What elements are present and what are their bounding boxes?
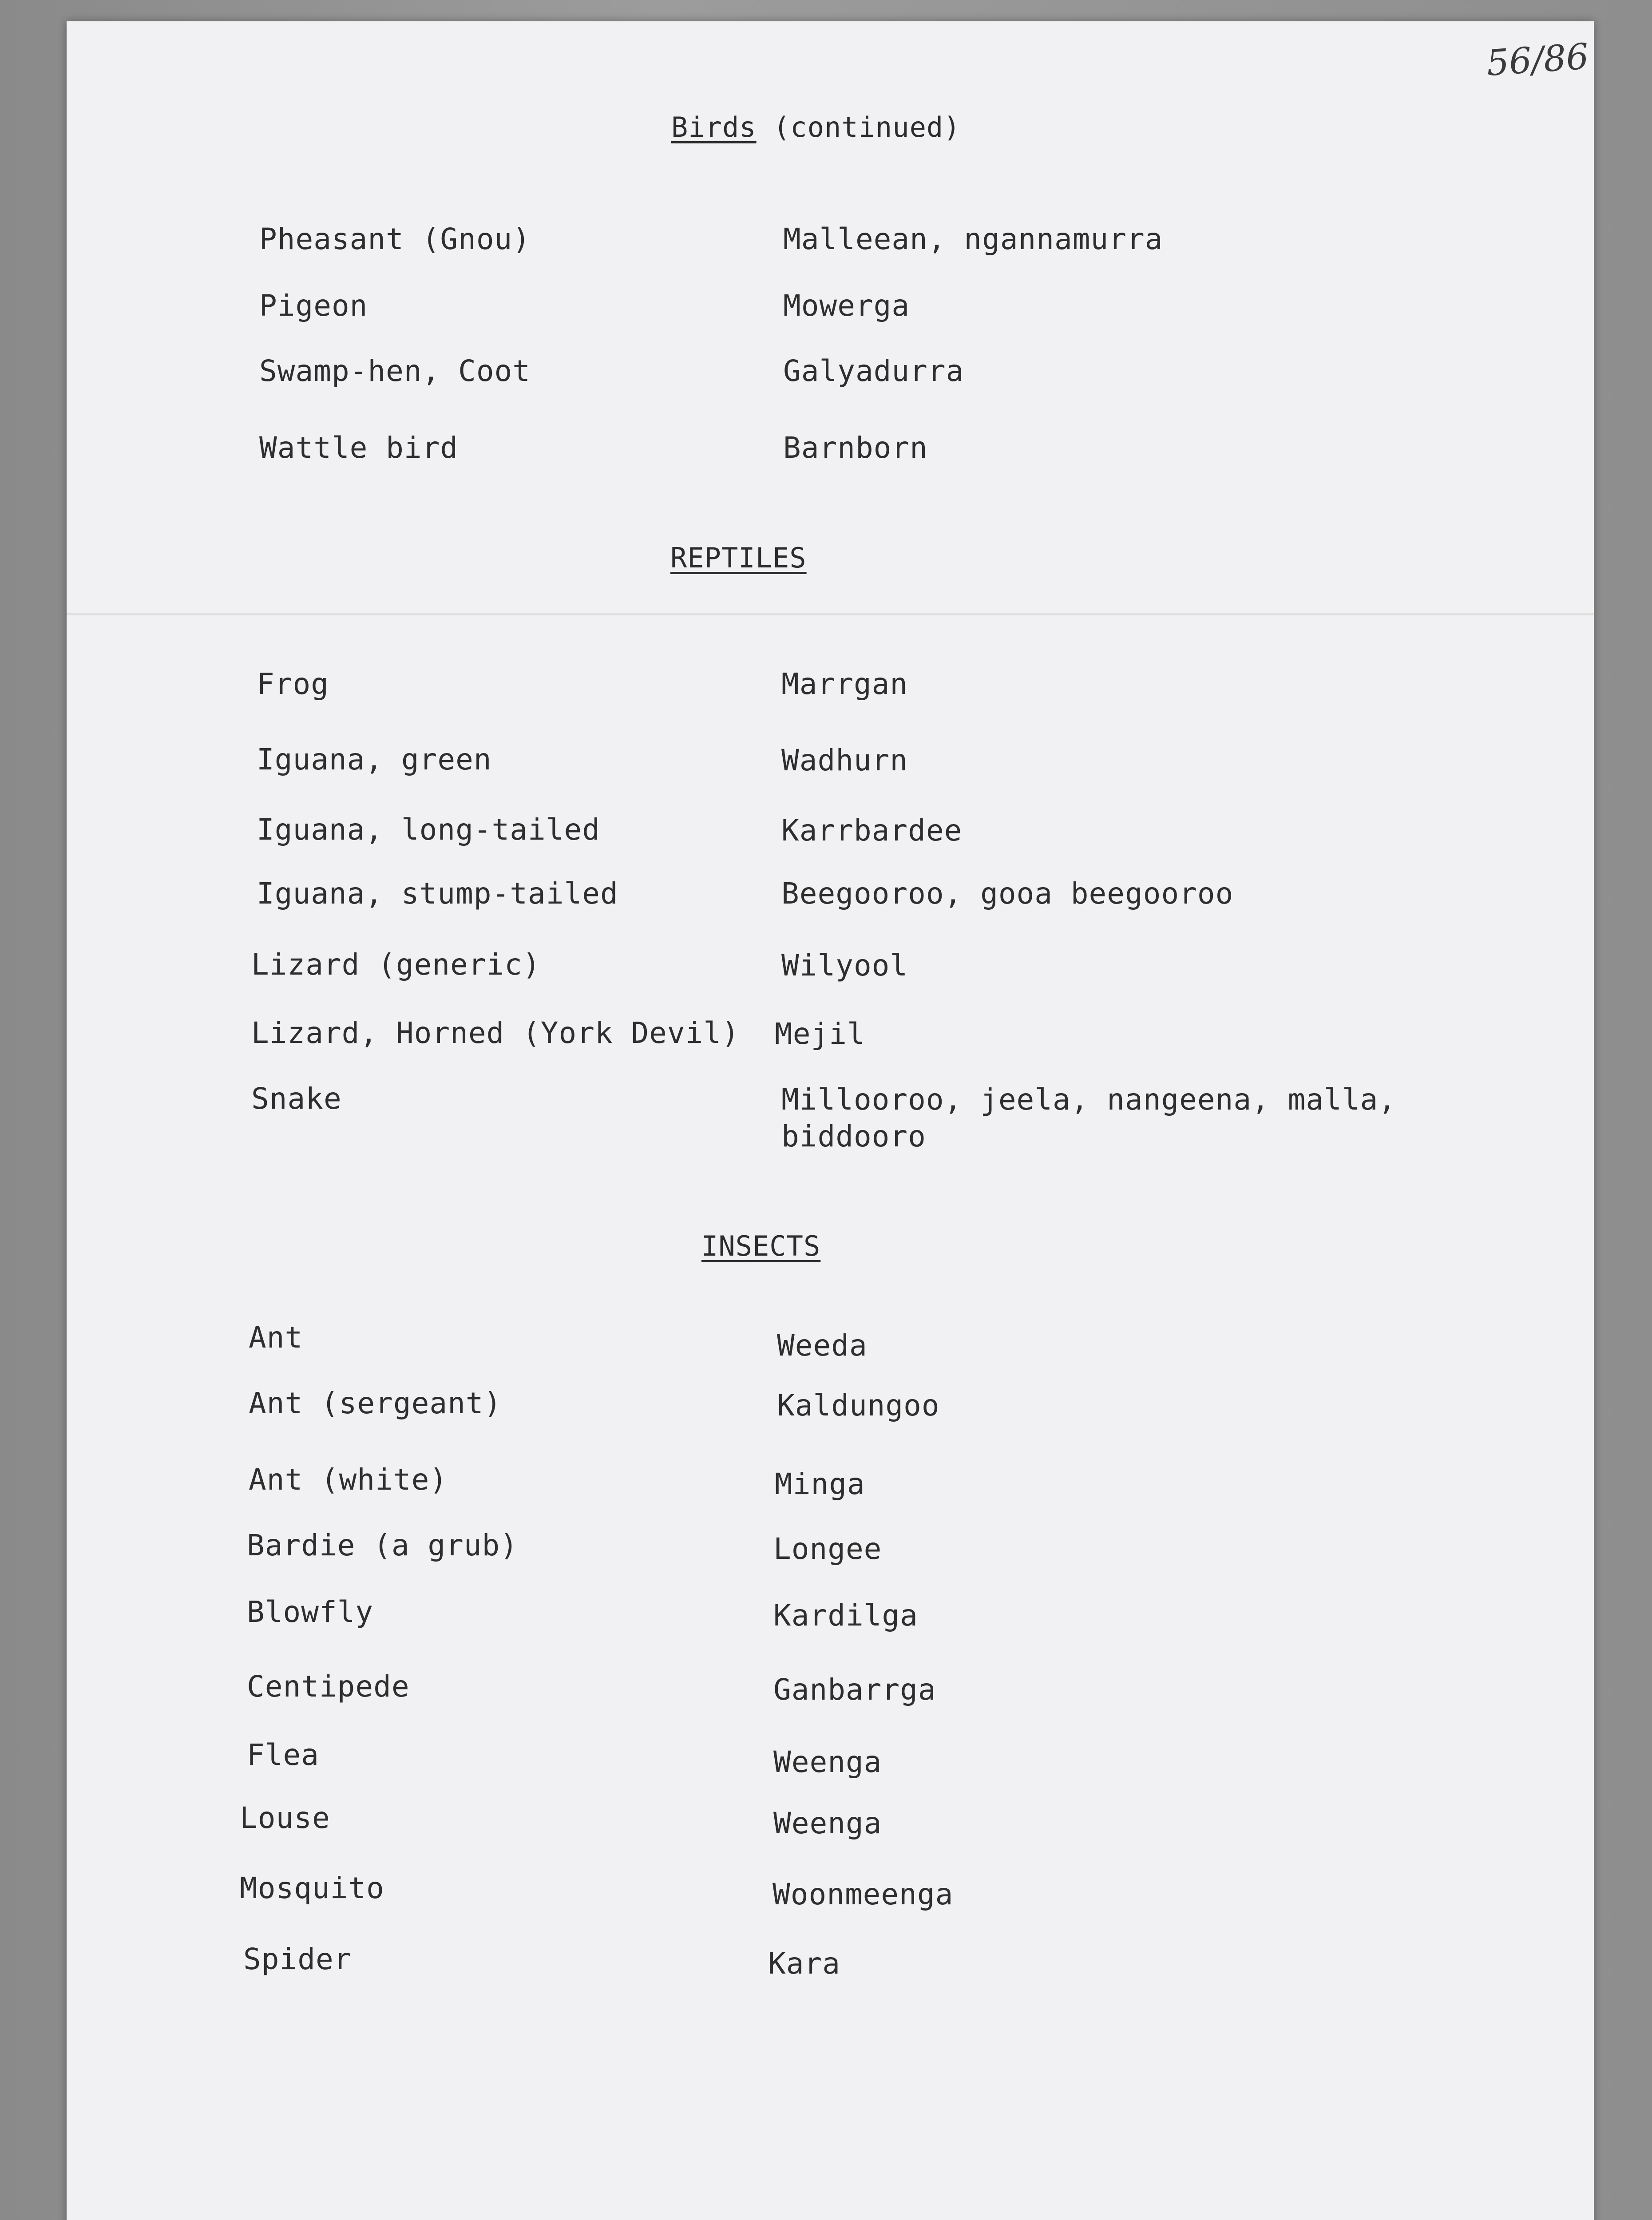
entry-native: Ganbarrga xyxy=(773,1673,936,1707)
section-heading-insects xyxy=(701,1230,820,1262)
entry-english: Pigeon xyxy=(259,289,368,323)
page-number: 56/86 xyxy=(1485,36,1590,84)
entry-english: Louse xyxy=(240,1801,330,1835)
entry-english: Lizard (generic) xyxy=(251,947,541,982)
entry-native: Mowerga xyxy=(783,289,910,323)
entry-native: Minga xyxy=(775,1467,865,1501)
entry-native: Malleean, ngannamurra xyxy=(783,222,1163,256)
entry-native: Wilyool xyxy=(781,948,908,983)
entry-native: Marrgan xyxy=(781,667,908,701)
entry-native: Karrbardee xyxy=(781,813,963,848)
entry-english: Frog xyxy=(257,667,329,701)
entry-native: Beegooroo, gooa beegooroo xyxy=(781,876,1234,911)
entry-english: Ant xyxy=(249,1320,303,1355)
entry-english: Pheasant (Gnou) xyxy=(259,222,531,256)
section-heading-title: INSECTS xyxy=(701,1230,821,1262)
entry-native: Weenga xyxy=(773,1745,882,1779)
entry-native: Longee xyxy=(773,1532,882,1566)
entry-native: Kaldungoo xyxy=(777,1388,940,1423)
entry-english: Ant (white) xyxy=(249,1463,448,1497)
entry-english: Snake xyxy=(251,1082,342,1116)
entry-english: Lizard, Horned (York Devil) xyxy=(251,1016,740,1050)
entry-native: Woonmeenga xyxy=(773,1877,954,1911)
entry-native: Mejil xyxy=(775,1017,865,1051)
entry-english: Centipede xyxy=(247,1669,410,1704)
entry-english: Flea xyxy=(247,1738,319,1772)
entry-english: Swamp-hen, Coot xyxy=(259,354,531,388)
section-heading-birds xyxy=(671,111,961,143)
entry-native: Weeda xyxy=(777,1328,868,1363)
section-heading-reptiles xyxy=(670,542,807,574)
entry-native: Kardilga xyxy=(773,1598,918,1633)
entry-native: Millooroo, jeela, nangeena, malla, biddooro xyxy=(781,1082,1397,1154)
entry-native: Galyadurra xyxy=(783,354,964,388)
scan-artifact-line xyxy=(67,613,1594,615)
section-heading-title: REPTILES xyxy=(670,542,807,574)
entry-english: Iguana, stump-tailed xyxy=(257,876,618,911)
entry-native: Kara xyxy=(768,1946,840,1981)
entry-english: Mosquito xyxy=(240,1871,384,1905)
entry-english: Iguana, green xyxy=(257,742,492,777)
entry-english: Iguana, long-tailed xyxy=(257,813,600,847)
entry-native: Barnborn xyxy=(783,431,928,465)
entry-english: Blowfly xyxy=(247,1595,374,1629)
entry-native: Weenga xyxy=(773,1806,882,1840)
section-heading-suffix: (continued) xyxy=(756,111,961,143)
entry-native: Wadhurn xyxy=(781,743,908,777)
entry-english: Bardie (a grub) xyxy=(247,1528,519,1562)
entry-english: Wattle bird xyxy=(259,431,459,465)
entry-english: Spider xyxy=(243,1942,352,1976)
section-heading-title: Birds xyxy=(671,111,757,143)
entry-english: Ant (sergeant) xyxy=(249,1386,502,1420)
